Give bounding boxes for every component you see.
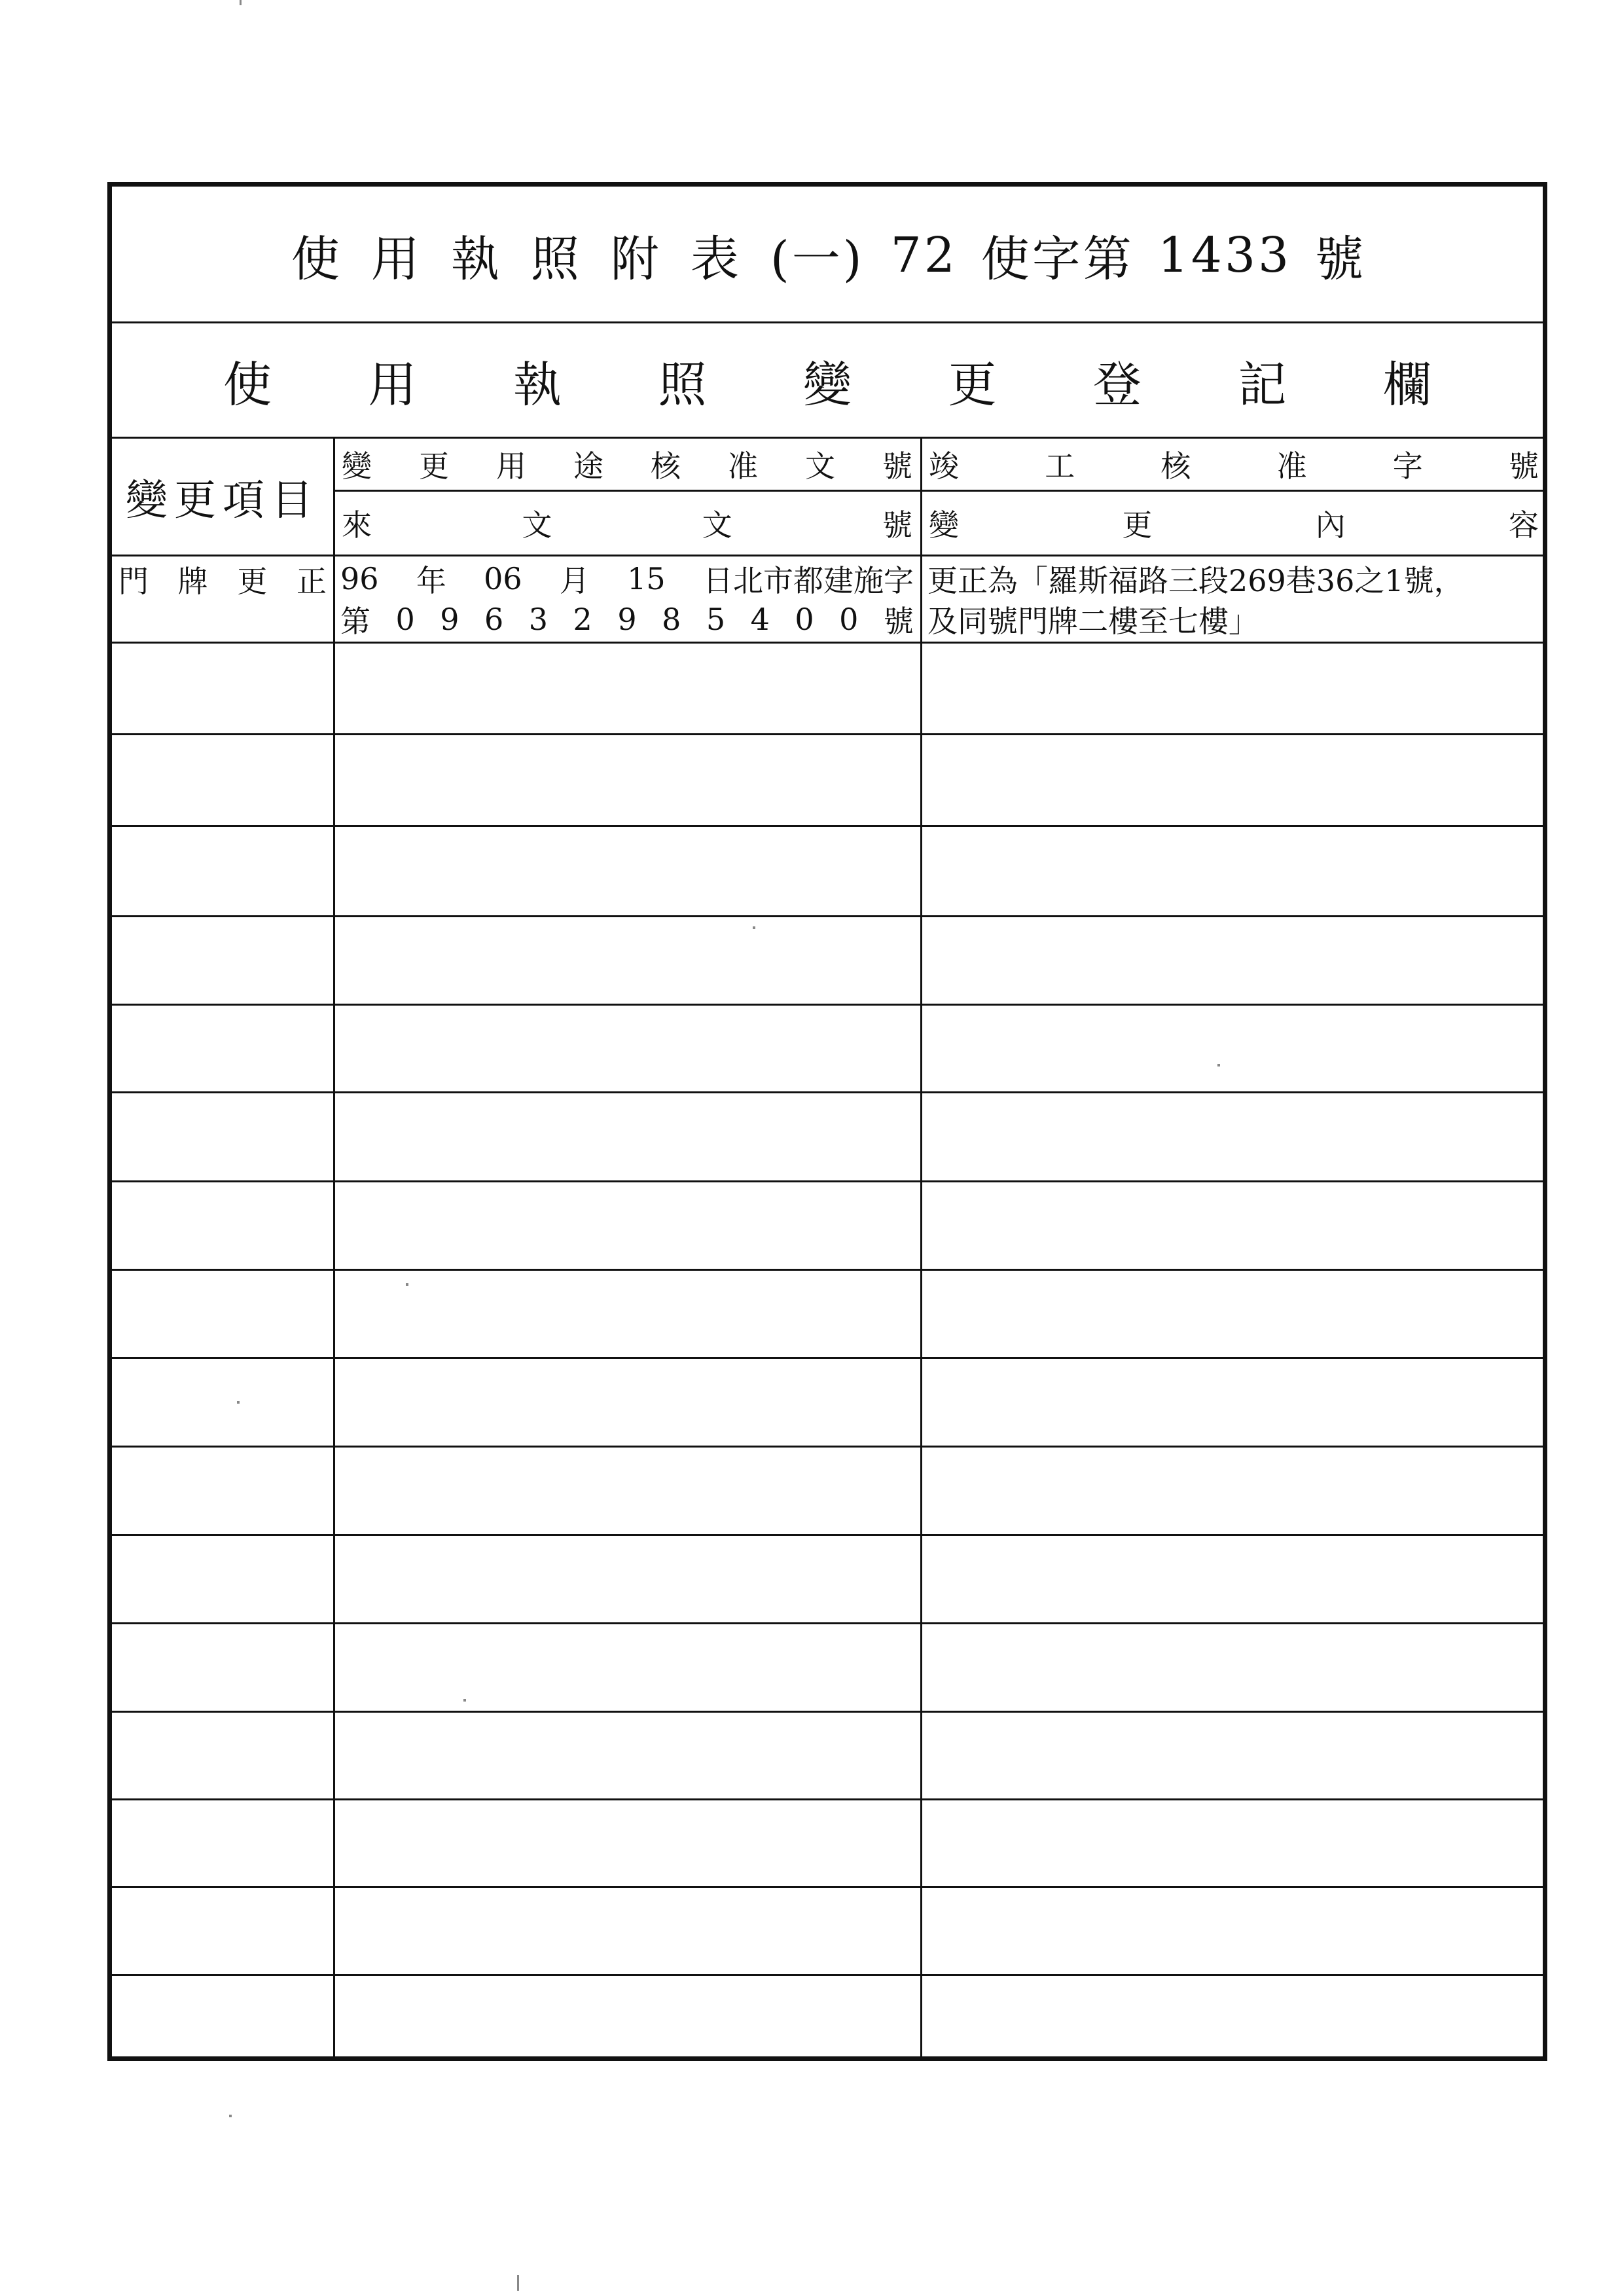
title-char: 照 [530,231,582,287]
entry-content-line1: 更正為「羅斯福路三段269巷36之1號， [927,563,1464,598]
entry-doc-part: 號 [883,604,914,639]
entry-item-char: 門 [118,564,149,599]
row-divider [112,733,1543,735]
row-divider [112,1711,1543,1713]
license-number: 1433 [1157,227,1292,283]
header-char: 號 [882,507,912,543]
header-char: 文 [702,507,732,543]
header-char: 准 [728,448,758,484]
scan-speck [517,2275,519,2291]
title-char: 用 [370,231,422,287]
section-char: 記 [1238,357,1287,413]
entry-doc-part: 年 [416,563,446,598]
header-char: 變 [342,448,372,484]
license-annex-form [107,182,1547,2061]
row-divider [112,1798,1543,1800]
entry-doc-line2 [338,599,916,640]
header-char: 用 [496,448,526,484]
header-char: 變 [929,507,959,543]
row-divider [112,1446,1543,1448]
form-title [112,187,1543,324]
title-divider [112,321,1543,323]
entry-item-char: 正 [296,564,327,599]
header-char: 號 [1508,448,1539,484]
column-header-item: 變更項目 [126,476,319,525]
row-divider [112,1004,1543,1006]
entry-doc-part: 3 [528,602,548,637]
section-char: 使 [223,357,272,413]
title-annex-number: (一) [770,231,865,287]
entry-doc-part: 96 [340,561,379,596]
entry-doc-part: 8 [662,602,681,637]
scan-speck [229,2115,232,2117]
header-char: 核 [651,448,681,484]
header-char: 字 [1392,448,1423,484]
section-char: 執 [513,357,562,413]
row-divider [112,1534,1543,1536]
column-divider-1 [333,439,335,2057]
entry-doc-part: 月 [559,563,590,598]
section-char: 用 [368,357,417,413]
column-header-approval-doc [338,439,916,490]
row-divider [112,1886,1543,1888]
column-header-completion-approval [925,439,1543,490]
column-header-change-content [925,492,1543,555]
column-header-incoming-doc [338,492,916,555]
title-char: 表 [690,231,742,287]
scan-speck [406,1283,408,1286]
entry-doc-part: 9 [440,602,459,637]
entry-doc-part: 0 [795,602,814,637]
section-char: 欄 [1383,357,1431,413]
header-char: 核 [1160,448,1191,484]
header-char: 內 [1315,507,1346,543]
row-divider [112,915,1543,917]
section-heading [112,325,1543,437]
header-char: 更 [419,448,449,484]
header-char: 准 [1276,448,1307,484]
header-char: 來 [342,507,372,543]
entry-doc-part: 2 [573,602,592,637]
row-divider [112,1180,1543,1182]
entry-doc-line1 [338,556,916,601]
entry-content-line2: 及同號門牌二樓至七樓」 [927,604,1259,639]
entry-doc-part: 4 [750,602,770,637]
scan-speck [1217,1064,1220,1066]
row-divider [112,1269,1543,1271]
entry-item-char: 牌 [177,564,208,599]
license-type: 使字第 [980,231,1134,287]
scan-speck [753,926,755,929]
scan-speck [463,1699,466,1702]
entry-doc-part: 5 [706,602,726,637]
header-char: 號 [882,448,912,484]
row-divider [112,1622,1543,1624]
entry-doc-part: 15 [627,561,666,596]
scan-speck [240,0,242,5]
row-divider [112,642,1543,644]
row-divider [112,1091,1543,1093]
entry-doc-part: 第 [340,604,370,639]
header-char: 竣 [929,448,959,484]
section-char: 更 [948,357,997,413]
entry-doc-part: 9 [617,602,637,637]
entry-doc-part: 0 [839,602,859,637]
header-char: 途 [573,448,603,484]
row-divider [112,825,1543,827]
entry-doc-part: 0 [395,602,415,637]
entry-item-char: 更 [237,564,268,599]
title-char: 使 [291,231,342,287]
entry-doc-part: 6 [484,602,504,637]
header-char: 更 [1122,507,1153,543]
title-char: 附 [610,231,662,287]
entry-item [116,556,329,602]
entry-doc-part: 06 [484,561,522,596]
header-char: 容 [1508,507,1539,543]
section-char: 變 [803,357,852,413]
header-char: 文 [522,507,552,543]
scan-speck [237,1401,240,1404]
section-char: 登 [1093,357,1142,413]
license-year: 72 [890,227,958,283]
license-suffix: 號 [1315,231,1367,287]
column-divider-2 [920,439,922,2057]
entry-doc-part: 日北市都建施字 [702,563,914,598]
header-char: 文 [805,448,835,484]
header-char: 工 [1045,448,1075,484]
row-divider [112,1974,1543,1976]
row-divider [112,1357,1543,1359]
section-char: 照 [658,357,707,413]
title-char: 執 [450,231,502,287]
